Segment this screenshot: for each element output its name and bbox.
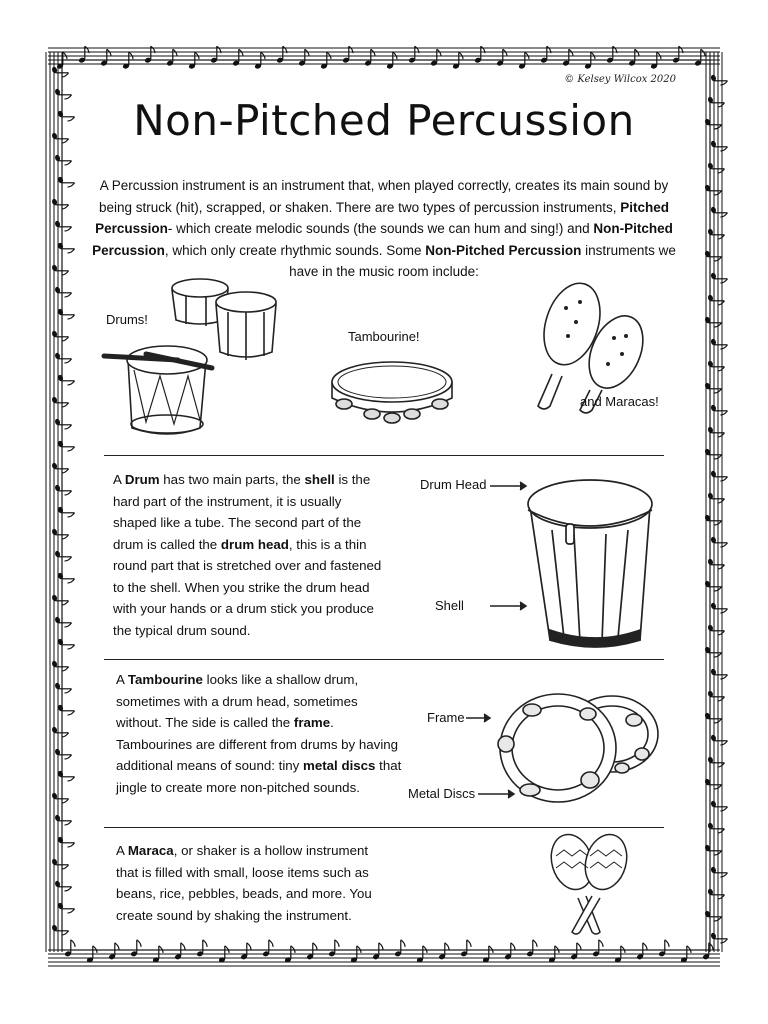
border-note-icon — [704, 514, 721, 525]
border-note-icon — [57, 638, 74, 649]
border-note-icon — [57, 440, 74, 451]
tambourine-bold-1: Tambourine — [127, 672, 203, 687]
border-note-icon — [130, 940, 141, 957]
border-note-icon — [57, 902, 74, 913]
border-note-icon — [474, 46, 485, 63]
border-note-icon — [672, 46, 683, 63]
intro-bold-3: Non-Pitched Percussion — [425, 242, 582, 258]
border-note-icon — [54, 286, 71, 297]
border-note-icon — [710, 206, 727, 217]
copyright-text: © Kelsey Wilcox 2020 — [564, 74, 676, 85]
border-note-icon — [57, 176, 74, 187]
drum-text-4: , this is a thin round part that is stretched over and fastened to the shell. When you strike the drum head with your hands or a drum stick you produce the typical drum sound. — [113, 536, 382, 638]
border-note-icon — [64, 940, 75, 957]
drum-description — [113, 469, 385, 641]
tambourine-text-2: looks like a shallow drum, sometimes with a drum head, sometimes without. The side is called the — [116, 672, 359, 730]
border-note-icon — [122, 52, 133, 69]
border-note-icon — [54, 352, 71, 363]
border-note-icon — [254, 52, 265, 69]
drum-text-2: has two main parts, the — [159, 472, 305, 487]
border-note-icon — [704, 910, 721, 921]
border-note-icon — [452, 52, 463, 69]
border-note-icon — [460, 940, 471, 957]
drum-head-label: Drum Head — [420, 477, 487, 492]
border-note-icon — [57, 770, 74, 781]
border-note-icon — [704, 712, 721, 723]
border-note-icon — [54, 418, 71, 429]
border-note-icon — [57, 704, 74, 715]
border-note-icon — [704, 646, 721, 657]
border-note-icon — [710, 800, 727, 811]
tambourine-text-3: . Tambourines are different from drums by having additional means of sound: tiny — [116, 715, 399, 773]
border-note-icon — [320, 52, 331, 69]
border-note-icon — [57, 506, 74, 517]
border-note-icon — [57, 308, 74, 319]
border-note-icon — [394, 940, 405, 957]
border-note-icon — [710, 470, 727, 481]
drum-text-3: is the hard part of the instrument, it is usually shaped like a tube. The second part of the drum is called the — [113, 472, 371, 552]
border-note-icon — [144, 46, 155, 63]
border-note-icon — [276, 46, 287, 63]
section-divider-1 — [104, 455, 664, 456]
border-note-icon — [54, 748, 71, 759]
frame-label: Frame — [427, 710, 465, 725]
drum-text-1: A — [113, 472, 125, 487]
maracas-label: and Maracas! — [580, 394, 659, 409]
border-note-icon — [540, 46, 551, 63]
border-note-icon — [328, 940, 339, 957]
section-divider-2 — [104, 659, 664, 660]
border-note-icon — [54, 682, 71, 693]
intro-text-1: A Percussion instrument is an instrument that, when played correctly, creates its main sound by being struck (hit), scrapped, or shaken. There are two types of percussion instruments, — [98, 178, 669, 215]
tambourine-text-1: A — [116, 672, 128, 687]
border-note-icon — [592, 940, 603, 957]
tambourine-text-4: that jingle to create more non-pitched sounds. — [116, 758, 402, 795]
border-note-icon — [188, 52, 199, 69]
maraca-text-2: , or shaker is a hollow instrument that is filled with small, loose items such as beans, rice, pebbles, beads, and more. You create sound by shaking the instrument. — [116, 843, 372, 923]
drum-diagram-illustration — [490, 470, 660, 650]
border-note-icon — [704, 382, 721, 393]
tambourine-illustration — [326, 352, 458, 430]
metal-discs-label: Metal Discs — [408, 786, 476, 801]
border-note-icon — [710, 272, 727, 283]
border-note-icon — [704, 316, 721, 327]
tambourine-diagram-illustration — [466, 684, 662, 808]
border-note-icon — [526, 940, 537, 957]
maraca-bold-1: Maraca — [127, 843, 174, 858]
tambourine-description — [116, 669, 402, 798]
shell-label: Shell — [435, 598, 464, 613]
border-note-icon — [54, 484, 71, 495]
border-note-icon — [57, 242, 74, 253]
border-note-icon — [710, 734, 727, 745]
intro-bold-1: Pitched Percussion — [95, 199, 669, 236]
border-note-icon — [57, 374, 74, 385]
drum-bold-1: Drum — [124, 472, 160, 487]
maracas-pair-illustration — [540, 832, 636, 936]
border-note-icon — [710, 404, 727, 415]
border-note-icon — [196, 940, 207, 957]
border-note-icon — [704, 580, 721, 591]
intro-text-2: - which create melodic sounds (the sounds we can hum and sing!) and — [167, 221, 594, 236]
section-divider-3 — [104, 827, 664, 828]
drums-illustration — [96, 272, 286, 442]
border-note-icon — [658, 940, 669, 957]
maraca-text-1: A — [116, 843, 128, 858]
border-note-icon — [262, 940, 273, 957]
border-note-icon — [584, 52, 595, 69]
intro-bold-2: Non-Pitched Percussion — [92, 221, 673, 258]
border-note-icon — [342, 46, 353, 63]
border-note-icon — [408, 46, 419, 63]
border-note-icon — [704, 250, 721, 261]
border-note-icon — [54, 814, 71, 825]
intro-text-4: instruments we have in the music room include: — [289, 242, 676, 279]
drum-bold-2: shell — [304, 472, 335, 487]
border-note-icon — [54, 550, 71, 561]
border-note-icon — [78, 46, 89, 63]
border-note-icon — [710, 602, 727, 613]
tambourine-label: Tambourine! — [348, 329, 420, 344]
border-note-icon — [606, 46, 617, 63]
border-note-icon — [710, 866, 727, 877]
drum-bold-3: drum head — [220, 536, 289, 552]
intro-text-3: , which only create rhythmic sounds. Some — [164, 242, 426, 258]
border-note-icon — [704, 184, 721, 195]
border-note-icon — [710, 932, 727, 943]
border-note-icon — [54, 880, 71, 891]
border-note-icon — [210, 46, 221, 63]
border-note-icon — [54, 616, 71, 627]
border-note-icon — [710, 668, 727, 679]
border-note-icon — [57, 836, 74, 847]
maraca-description — [116, 840, 392, 926]
border-note-icon — [710, 536, 727, 547]
border-note-icon — [704, 448, 721, 459]
drums-label: Drums! — [106, 312, 148, 327]
border-note-icon — [57, 572, 74, 583]
border-note-icon — [710, 74, 727, 85]
tambourine-bold-2: frame — [293, 715, 331, 730]
tambourine-bold-3: metal discs — [303, 758, 376, 773]
border-note-icon — [650, 52, 661, 69]
border-note-icon — [710, 338, 727, 349]
intro-paragraph — [88, 175, 680, 283]
border-note-icon — [704, 844, 721, 855]
border-note-icon — [386, 52, 397, 69]
page-title: Non-Pitched Percussion — [133, 96, 635, 145]
border-note-icon — [54, 154, 71, 165]
border-note-icon — [54, 220, 71, 231]
border-note-icon — [704, 778, 721, 789]
border-note-icon — [518, 52, 529, 69]
